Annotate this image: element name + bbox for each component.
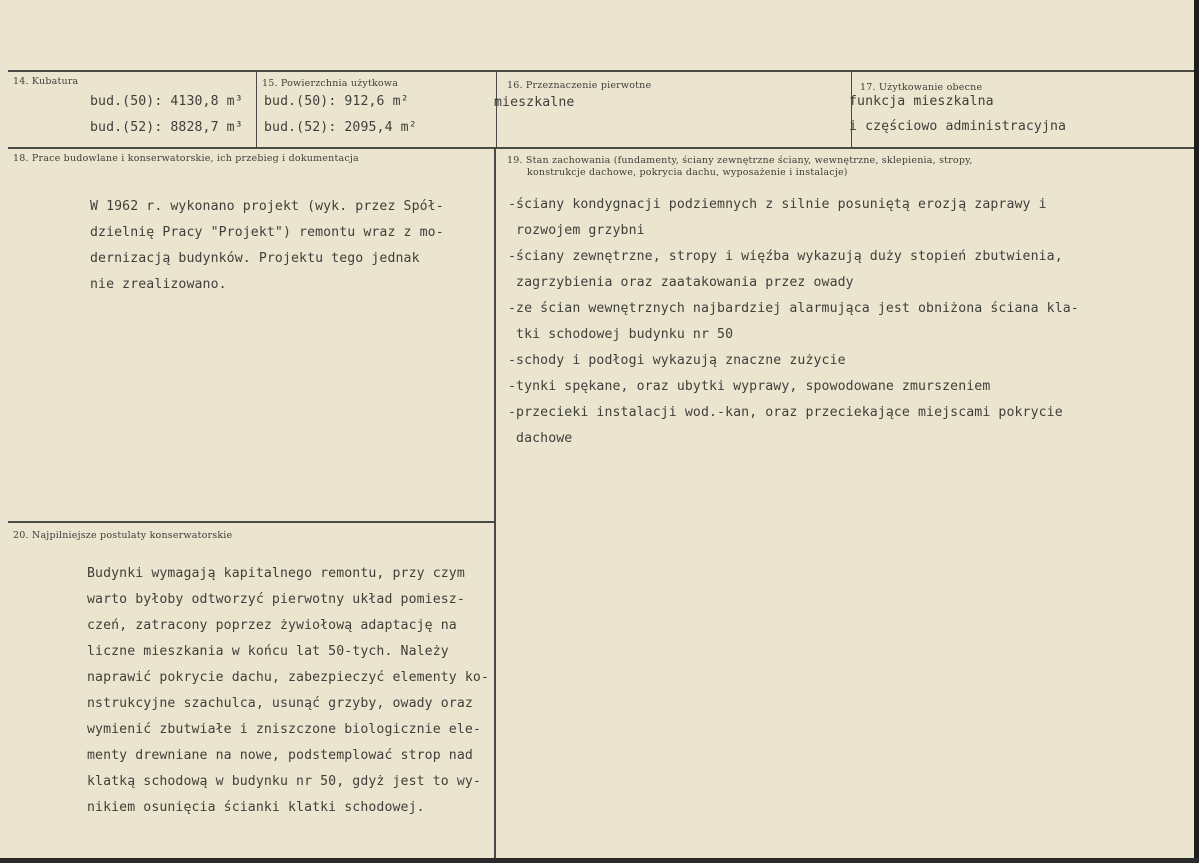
field-18-line: W 1962 r. wykonano projekt (wyk. przez Spół- xyxy=(90,199,444,214)
field-17-value-2: i częściowo administracyjna xyxy=(849,119,1067,134)
field-18-text xyxy=(90,194,444,298)
scan-edge-right xyxy=(1194,0,1199,863)
field-19-line: -tynki spękane, oraz ubytki wyprawy, spowodowane zmurszeniem xyxy=(508,379,991,394)
field-20-line: warto byłoby odtworzyć pierwotny układ pomiesz- xyxy=(87,592,465,607)
field-17-label: 17. Użytkowanie obecne xyxy=(860,82,983,93)
field-15-value-1: bud.(50): 912,6 m² xyxy=(264,94,409,109)
field-16-label: 16. Przeznaczenie pierwotne xyxy=(507,80,652,91)
field-19-line: -ze ścian wewnętrznych najbardziej alarmująca jest obniżona ściana kla- xyxy=(508,301,1079,316)
field-16-value: mieszkalne xyxy=(494,95,575,110)
field-20-line: czeń, zatracony poprzez żywiołową adaptację na xyxy=(87,618,457,633)
field-20-line: Budynki wymagają kapitalnego remontu, przy czym xyxy=(87,566,465,581)
field-19-line: dachowe xyxy=(508,431,573,446)
row-rule-2 xyxy=(8,521,496,523)
field-20-text xyxy=(87,561,489,821)
field-18-line: nie zrealizowano. xyxy=(90,277,227,292)
field-19-line: -ściany kondygnacji podziemnych z silnie posuniętą erozją zaprawy i xyxy=(508,197,1047,212)
field-14-label: 14. Kubatura xyxy=(13,76,79,87)
field-20-label: 20. Najpilniejsze postulaty konserwatorskie xyxy=(13,530,233,541)
field-19-line: -ściany zewnętrzne, stropy i więźba wykazują duży stopień zbutwienia, xyxy=(508,249,1063,264)
field-14-value-1: bud.(50): 4130,8 m³ xyxy=(90,94,243,109)
field-20-line: nikiem osunięcia ścianki klatki schodowej. xyxy=(87,800,425,815)
field-19-line: -przecieki instalacji wod.-kan, oraz przeciekające miejscami pokrycie xyxy=(508,405,1063,420)
field-18-label: 18. Prace budowlane i konserwatorskie, ich przebieg i dokumentacja xyxy=(13,153,359,164)
field-20-line: nstrukcyjne szachulca, usunąć grzyby, owady oraz xyxy=(87,696,473,711)
field-20-line: klatką schodową w budynku nr 50, gdyż jest to wy- xyxy=(87,774,481,789)
field-18-line: dzielnię Pracy "Projekt") remontu wraz z mo- xyxy=(90,225,444,240)
divider-14-15 xyxy=(256,72,257,147)
row-rule-1 xyxy=(8,147,1194,149)
field-19-text xyxy=(508,192,1079,452)
field-20-line: menty drewniane na nowe, podstemplować strop nad xyxy=(87,748,473,763)
field-20-line: wymienić zbutwiałe i zniszczone biologicznie ele- xyxy=(87,722,481,737)
main-divider xyxy=(494,149,496,858)
field-19-line: zagrzybienia oraz zaatakowania przez owady xyxy=(508,275,854,290)
field-14-value-2: bud.(52): 8828,7 m³ xyxy=(90,120,243,135)
field-19-line: rozwojem grzybni xyxy=(508,223,645,238)
top-rule xyxy=(8,70,1194,72)
field-17-value-1: funkcja mieszkalna xyxy=(849,94,994,109)
field-20-line: liczne mieszkania w końcu lat 50-tych. Należy xyxy=(87,644,449,659)
field-19-line: -schody i podłogi wykazują znaczne zużycie xyxy=(508,353,846,368)
field-19-label-line-1: 19. Stan zachowania (fundamenty, ściany zewnętrzne ściany, wewnętrzne, sklepienia, stropy, xyxy=(507,155,973,166)
field-15-value-2: bud.(52): 2095,4 m² xyxy=(264,120,417,135)
field-19-label-line-2: konstrukcje dachowe, pokrycia dachu, wyposażenie i instalacje) xyxy=(527,167,848,178)
scan-edge-bottom xyxy=(0,858,1199,863)
divider-16-17 xyxy=(851,72,852,147)
field-19-line: tki schodowej budynku nr 50 xyxy=(508,327,734,342)
field-18-line: dernizacją budynków. Projektu tego jednak xyxy=(90,251,420,266)
field-15-label: 15. Powierzchnia użytkowa xyxy=(262,78,399,89)
field-20-line: naprawić pokrycie dachu, zabezpieczyć elementy ko- xyxy=(87,670,489,685)
